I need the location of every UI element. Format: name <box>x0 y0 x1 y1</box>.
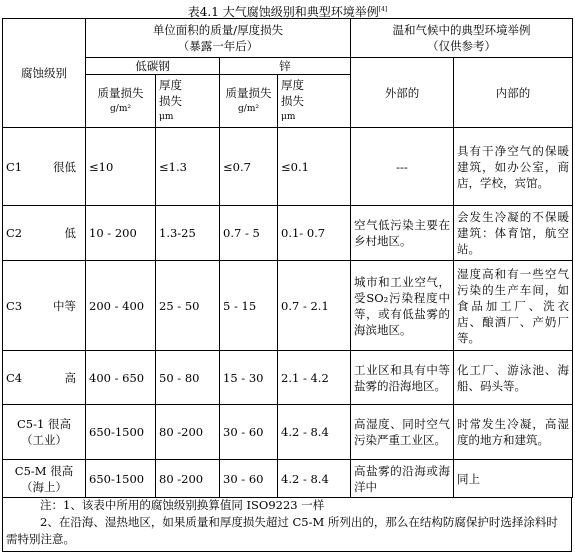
zinc-thickness-cell: 2.1 - 4.2 <box>278 351 351 405</box>
indoor-cell: 化工厂、游泳池、海船、码头等。 <box>454 351 573 405</box>
steel-mass-cell: 650-1500 <box>86 405 156 460</box>
note-1: 注：1、该表中所用的腐蚀级别换算值同 ISO9223 一样 <box>40 498 325 512</box>
zinc-thickness-cell: 4.2 - 8.4 <box>278 405 351 460</box>
grade-cell: C3 中等 <box>3 261 86 351</box>
steel-thickness-cell: 50 - 80 <box>156 351 220 405</box>
header-env-group: 温和气候中的典型环境举例 （仅供参考） <box>351 19 573 58</box>
table-row <box>3 128 573 206</box>
header-grade: 腐蚀级别 <box>3 19 86 128</box>
steel-mass-cell: 10 - 200 <box>86 206 156 261</box>
steel-mass-cell: 400 - 650 <box>86 351 156 405</box>
outdoor-cell: 高盐雾的沿海或海洋中 <box>351 460 454 498</box>
grade-cell: C5-1 很高 （工业） <box>3 405 86 460</box>
outdoor-cell: 空气低污染主要在乡村地区。 <box>351 206 454 261</box>
zinc-mass-cell: ≤0.7 <box>220 128 278 206</box>
header-steel-thickness: 厚度 损失 μm <box>156 75 220 128</box>
zinc-thickness-cell: 4.2 - 8.4 <box>278 460 351 498</box>
table-row <box>3 405 573 460</box>
header-zinc: 锌 <box>220 58 351 75</box>
grade-cell: C5-M 很高 （海上） <box>3 460 86 498</box>
zinc-thickness-cell: ≤0.1 <box>278 128 351 206</box>
header-outdoor: 外部的 <box>351 58 454 128</box>
zinc-thickness-cell: 0.1- 0.7 <box>278 206 351 261</box>
outdoor-cell: --- <box>351 128 454 206</box>
zinc-mass-cell: 0.7 - 5 <box>220 206 278 261</box>
zinc-mass-cell: 5 - 15 <box>220 261 278 351</box>
table-row <box>3 460 573 498</box>
header-low-carbon-steel: 低碳钢 <box>86 58 220 75</box>
header-indoor: 内部的 <box>454 58 573 128</box>
indoor-cell: 具有干净空气的保暖建筑，如办公室，商店，学校，宾馆。 <box>454 128 573 206</box>
note-2: 2、在沿海、湿热地区，如果质量和厚度损失超过 C5-M 所列出的，那么在结构防腐保护时选择涂料时需特别注意。 <box>6 515 558 546</box>
table-title: 表4.1 大气腐蚀级别和典型环境举例[4] <box>187 5 388 19</box>
steel-mass-cell: ≤10 <box>86 128 156 206</box>
steel-thickness-cell: 25 - 50 <box>156 261 220 351</box>
indoor-cell: 时常发生冷凝，高湿度的地方和建筑。 <box>454 405 573 460</box>
outdoor-cell: 工业区和具有中等盐雾的沿海地区。 <box>351 351 454 405</box>
steel-thickness-cell: 80 -200 <box>156 405 220 460</box>
steel-thickness-cell: 1.3-25 <box>156 206 220 261</box>
zinc-mass-cell: 30 - 60 <box>220 460 278 498</box>
header-steel-mass: 质量损失 g/m² <box>86 75 156 128</box>
zinc-thickness-cell: 0.7 - 2.1 <box>278 261 351 351</box>
header-zinc-mass: 质量损失 g/m² <box>220 75 278 128</box>
zinc-mass-cell: 15 - 30 <box>220 351 278 405</box>
outdoor-cell: 高湿度、同时空气污染严重工业区。 <box>351 405 454 460</box>
grade-cell: C4 高 <box>3 351 86 405</box>
table-notes <box>2 497 572 552</box>
header-mass-loss-group: 单位面积的质量/厚度损失 （暴露一年后） <box>86 19 351 58</box>
table-row <box>3 351 573 405</box>
indoor-cell: 湿度高和有一些空气污染的生产车间，如食品加工厂、洗衣店、酿酒厂、产奶厂等。 <box>454 261 573 351</box>
steel-mass-cell: 650-1500 <box>86 460 156 498</box>
grade-cell: C2 低 <box>3 206 86 261</box>
outdoor-cell: 城市和工业空气，受SO₂污染程度中等，或有低盐雾的海滨地区。 <box>351 261 454 351</box>
steel-thickness-cell: 80 -200 <box>156 460 220 498</box>
table-row <box>3 206 573 261</box>
corrosion-table <box>2 18 573 498</box>
steel-thickness-cell: ≤1.3 <box>156 128 220 206</box>
reference-mark: [4] <box>378 6 388 13</box>
header-zinc-thickness: 厚度 损失 μm <box>278 75 351 128</box>
indoor-cell: 同上 <box>454 460 573 498</box>
grade-cell: C1 很低 <box>3 128 86 206</box>
zinc-mass-cell: 30 - 60 <box>220 405 278 460</box>
table-row <box>3 261 573 351</box>
indoor-cell: 会发生冷凝的不保暖建筑：体育馆，航空站。 <box>454 206 573 261</box>
steel-mass-cell: 200 - 400 <box>86 261 156 351</box>
